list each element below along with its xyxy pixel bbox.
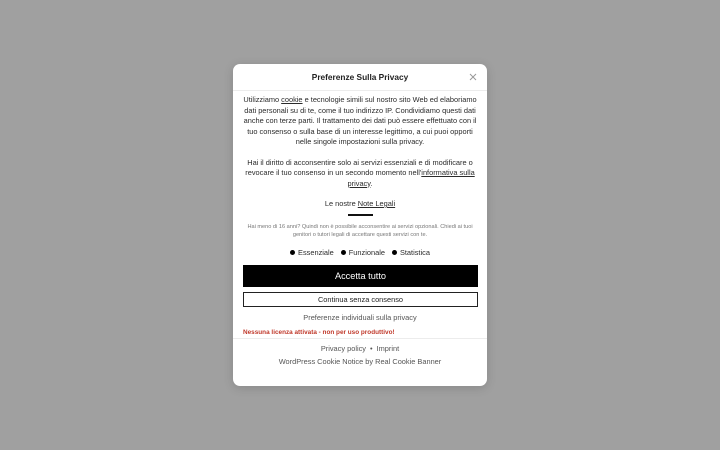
divider [348, 214, 373, 216]
purpose-list [243, 248, 477, 257]
rights-text-end: . [370, 178, 373, 188]
imprint-link[interactable]: Imprint [376, 343, 400, 353]
privacy-policy-link[interactable]: informativa sulla privacy [347, 168, 475, 188]
license-warning: Nessuna licenza attivata - non per uso produttivo! [243, 328, 395, 336]
checked-dot-icon [341, 250, 346, 255]
legal-notes-paragraph [243, 199, 477, 210]
footer-credit: WordPress Cookie Notice by Real Cookie Banner [278, 356, 442, 366]
accept-all-button[interactable]: Accetta tutto [243, 265, 478, 287]
dialog-title: Preferenze Sulla Privacy [311, 72, 409, 82]
footer-links [233, 344, 487, 353]
purpose-label: Statistica [399, 247, 430, 257]
intro-paragraph [243, 95, 477, 148]
footer-bullet: • [370, 343, 373, 353]
purpose-label: Essenziale [298, 247, 334, 257]
rights-text-start: Hai il diritto di acconsentire solo ai servizi essenziali e di modificare o revocare il tuo consenso in un secondo momento nell' [245, 157, 473, 177]
privacy-dialog [233, 64, 487, 386]
rights-paragraph [243, 158, 477, 190]
legal-notes-link[interactable]: Note Legali [357, 199, 396, 208]
intro-text-end: e tecnologie simili sul nostro sito Web ed elaboriamo dati personali su di te, come il tuo indirizzo IP. Condividiamo questi dati anche con terze parti. Il trattamento dei dati può essere effettuato con il tuo consenso o sulla base di un interesse legittimo, a cui puoi opporti nelle singole impostazioni sulla privacy. [243, 95, 477, 146]
cookie-link[interactable]: cookie [281, 95, 303, 104]
intro-text-start: Utilizziamo [243, 95, 282, 104]
legal-notes-prefix: Le nostre [324, 199, 358, 208]
dialog-header [233, 64, 487, 91]
purpose-statistics[interactable] [392, 248, 430, 257]
individual-preferences-button[interactable]: Preferenze individuali sulla privacy [297, 312, 422, 323]
dialog-body [233, 95, 487, 336]
purpose-essential[interactable] [290, 248, 334, 257]
continue-without-consent-button[interactable]: Continua senza consenso [243, 292, 478, 307]
purpose-functional[interactable] [341, 248, 385, 257]
checked-dot-icon [392, 250, 397, 255]
checked-dot-icon [290, 250, 295, 255]
age-notice: Hai meno di 16 anni? Quindi non è possibile acconsentire ai servizi opzionali. Chiedi ai tuoi genitori o tutori legali di accettare questi servizi con te. [247, 223, 473, 238]
privacy-policy-footer-link[interactable]: Privacy policy [320, 343, 366, 353]
purpose-label: Funzionale [348, 247, 385, 257]
footer-divider [233, 338, 487, 339]
close-icon[interactable] [467, 70, 479, 82]
